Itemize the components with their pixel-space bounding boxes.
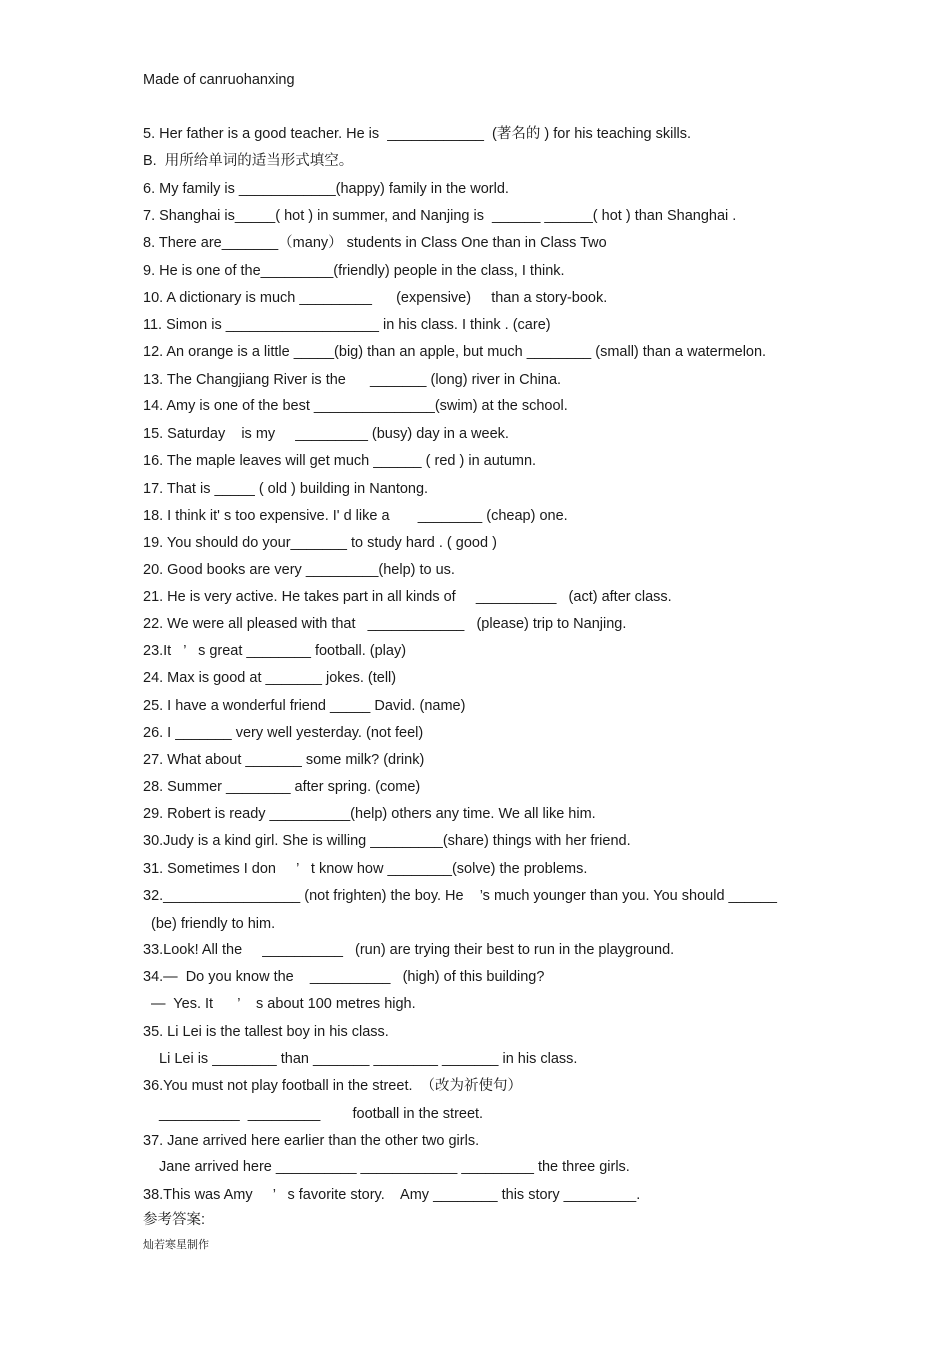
exercise-line: 23.It ’ s great ________ football. (play): [143, 643, 407, 659]
exercise-line: 15. Saturday is my _________ (busy) day in a week.: [143, 426, 509, 442]
exercise-line: 5. Her father is a good teacher. He is ____________ (著名的 ) for his teaching skills.: [143, 126, 692, 142]
exercise-line: 17. That is _____ ( old ) building in Nantong.: [143, 481, 429, 497]
exercise-line: Jane arrived here __________ ____________ _________ the three girls.: [159, 1159, 630, 1175]
exercise-line: 19. You should do your_______ to study hard . ( good ): [143, 535, 497, 551]
exercise-line: 8. There are_______（many） students in Class One than in Class Two: [143, 235, 607, 251]
exercise-line: 7. Shanghai is_____( hot ) in summer, and Nanjing is ______ ______( hot ) than Shanghai .: [143, 208, 737, 224]
page-header: Made of canruohanxing: [143, 72, 295, 88]
exercise-line: B. 用所给单词的适当形式填空。: [143, 153, 354, 169]
exercise-line: 11. Simon is ___________________ in his class. I think . (care): [143, 317, 551, 333]
exercise-line: 13. The Changjiang River is the _______ (long) river in China.: [143, 372, 562, 388]
exercise-line: 30.Judy is a kind girl. She is willing _________(share) things with her friend.: [143, 833, 631, 849]
exercise-line: 33.Look! All the __________ (run) are trying their best to run in the playground.: [143, 942, 675, 958]
exercise-line: 10. A dictionary is much _________ (expensive) than a story-book.: [143, 290, 608, 306]
exercise-line: (be) friendly to him.: [151, 916, 276, 932]
exercise-line: 9. He is one of the_________(friendly) people in the class, I think.: [143, 263, 565, 279]
exercise-line: 38.This was Amy ’ s favorite story. Amy ________ this story _________.: [143, 1187, 641, 1203]
exercise-line: Li Lei is ________ than _______ ________ _______ in his class.: [159, 1051, 578, 1067]
answer-key-label: 参考答案:: [143, 1212, 206, 1228]
exercise-line: 22. We were all pleased with that ____________ (please) trip to Nanjing.: [143, 616, 627, 632]
exercise-line: 28. Summer ________ after spring. (come): [143, 779, 421, 795]
exercise-line: 24. Max is good at _______ jokes. (tell): [143, 670, 397, 686]
exercise-line: 32._________________ (not frighten) the boy. He ’s much younger than you. You should ______: [143, 888, 777, 904]
exercise-line: 20. Good books are very _________(help) to us.: [143, 562, 455, 578]
maker-credit: 灿若寒星制作: [143, 1239, 209, 1251]
exercise-line: __________ _________ football in the street.: [159, 1106, 484, 1122]
exercise-line: 37. Jane arrived here earlier than the other two girls.: [143, 1133, 480, 1149]
exercise-line: 27. What about _______ some milk? (drink): [143, 752, 425, 768]
exercise-line: 12. An orange is a little _____(big) than an apple, but much ________ (small) than a watermelon.: [143, 344, 767, 360]
exercise-line: 25. I have a wonderful friend _____ David. (name): [143, 698, 466, 714]
exercise-line: 14. Amy is one of the best _______________(swim) at the school.: [143, 398, 568, 414]
exercise-line: 31. Sometimes I don ’ t know how ________(solve) the problems.: [143, 861, 588, 877]
exercise-line: 6. My family is ____________(happy) family in the world.: [143, 181, 509, 197]
exercise-line: 36.You must not play football in the street. （改为祈使句）: [143, 1078, 523, 1094]
exercise-line: 34.— Do you know the __________ (high) of this building?: [143, 969, 545, 985]
exercise-line: 16. The maple leaves will get much ______ ( red ) in autumn.: [143, 453, 537, 469]
exercise-line: — Yes. It ’ s about 100 metres high.: [151, 996, 416, 1012]
exercise-line: 26. I _______ very well yesterday. (not feel): [143, 725, 424, 741]
exercise-line: 21. He is very active. He takes part in all kinds of __________ (act) after class.: [143, 589, 672, 605]
exercise-line: 35. Li Lei is the tallest boy in his class.: [143, 1024, 389, 1040]
exercise-line: 29. Robert is ready __________(help) others any time. We all like him.: [143, 806, 596, 822]
exercise-line: 18. I think it' s too expensive. I' d like a ________ (cheap) one.: [143, 508, 568, 524]
